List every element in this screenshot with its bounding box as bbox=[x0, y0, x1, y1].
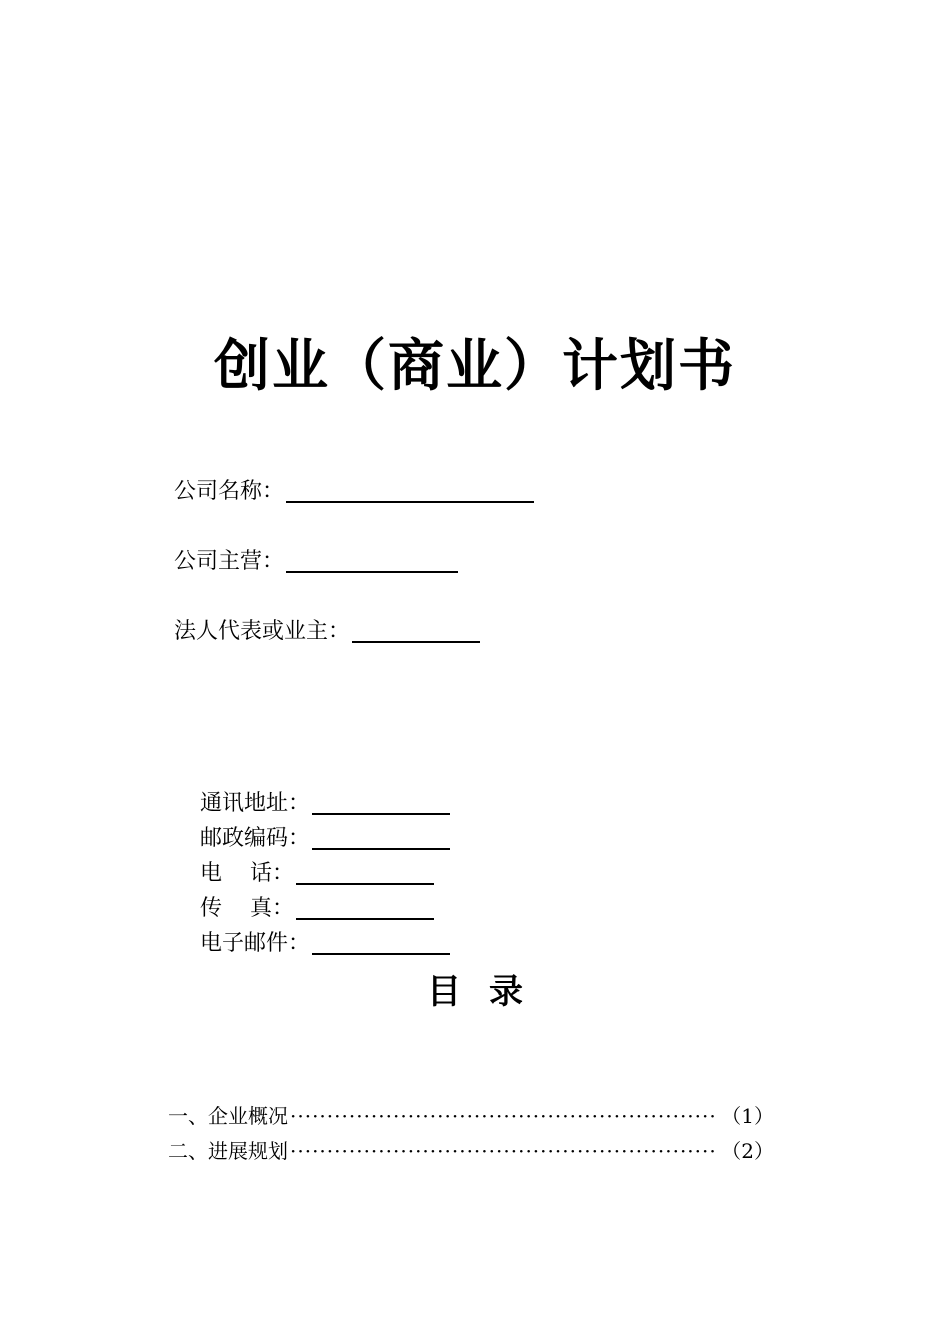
toc-entry[interactable] bbox=[168, 1101, 774, 1131]
fax-field bbox=[200, 894, 434, 924]
company-name-label: 公司名称： bbox=[174, 479, 285, 504]
toc-leader-dots bbox=[290, 1101, 717, 1131]
toc-entry-page: （2） bbox=[721, 1139, 774, 1163]
toc-leader-dots bbox=[290, 1136, 717, 1166]
company-business-label: 公司主营： bbox=[174, 549, 285, 574]
mailing-address-field bbox=[200, 789, 450, 819]
legal-representative-label: 法人代表或业主： bbox=[174, 619, 351, 644]
mailing-address-blank bbox=[312, 791, 450, 815]
legal-representative-blank bbox=[352, 619, 480, 643]
fax-label: 传 真： bbox=[200, 896, 294, 921]
legal-representative-field bbox=[174, 617, 480, 647]
mailing-address-label: 通讯地址： bbox=[200, 791, 311, 816]
postal-code-blank bbox=[312, 826, 450, 850]
email-field bbox=[200, 929, 450, 959]
toc-entry-page: （1） bbox=[721, 1104, 774, 1128]
toc-entry[interactable] bbox=[168, 1136, 774, 1166]
telephone-field bbox=[200, 859, 434, 889]
toc-entry-label: 一、企业概况 bbox=[168, 1104, 288, 1128]
email-label: 电子邮件： bbox=[200, 931, 311, 956]
telephone-label: 电 话： bbox=[200, 861, 294, 886]
toc-entry-label: 二、进展规划 bbox=[168, 1139, 288, 1163]
company-business-blank bbox=[286, 549, 458, 573]
telephone-blank bbox=[296, 861, 434, 885]
email-blank bbox=[312, 931, 450, 955]
company-name-field bbox=[174, 477, 534, 507]
postal-code-label: 邮政编码： bbox=[200, 826, 311, 851]
company-name-blank bbox=[286, 479, 534, 503]
fax-blank bbox=[296, 896, 434, 920]
toc-heading: 目录 bbox=[427, 972, 551, 1012]
company-business-field bbox=[174, 547, 458, 577]
document-title: 创业（商业）计划书 bbox=[214, 333, 736, 399]
postal-code-field bbox=[200, 824, 450, 854]
